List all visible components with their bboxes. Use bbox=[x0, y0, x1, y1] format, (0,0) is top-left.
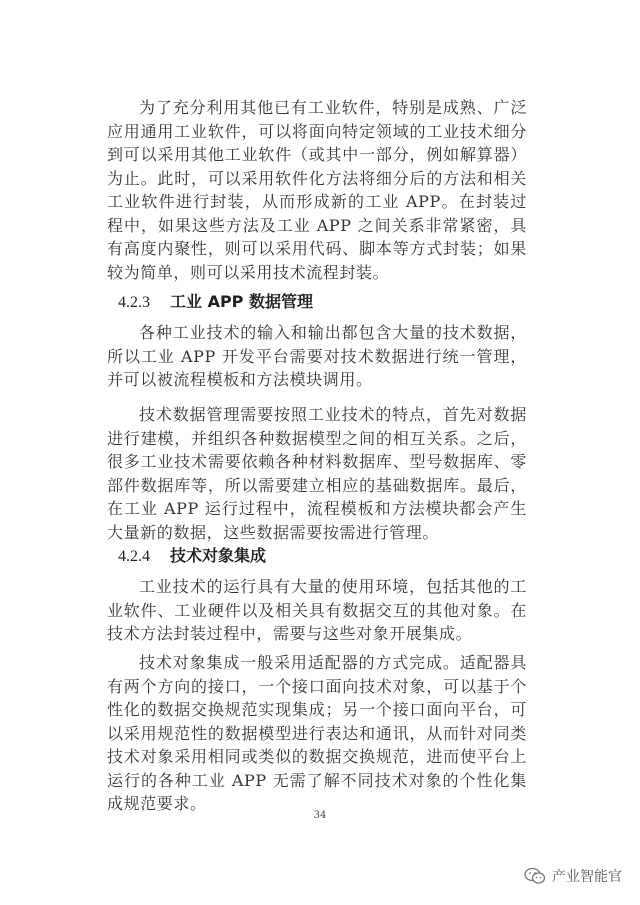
paragraph-data-management-2: 技术数据管理需要按照工业技术的特点，首先对数据进行建模，并组织各种数据模型之间的相互关系。之后，很多工业技术需要依赖各种材料数据库、型号数据库、零部件数据库等，所以需要建立相应的基础数据库。最后，在工业 APP 运行过程中，流程模板和方法模块都会产生大量新的数据，这些数据需要按需进行管理。 bbox=[107, 405, 527, 542]
page-number: 34 bbox=[313, 810, 327, 821]
section-number: 4.2.4 bbox=[118, 548, 150, 565]
section-heading-4-2-3 bbox=[118, 289, 313, 312]
watermark-text: 产业智能官 bbox=[552, 869, 622, 885]
section-title: 技术对象集成 bbox=[170, 546, 267, 565]
paragraph-data-management-1: 各种工业技术的输入和输出都包含大量的技术数据，所以工业 APP 开发平台需要对技术数据进行统一管理，并可以被流程模板和方法模块调用。 bbox=[107, 323, 527, 389]
paragraph-object-integration-1: 工业技术的运行具有大量的使用环境，包括其他的工业软件、工业硬件以及相关具有数据交互的其他对象。在技术方法封装过程中，需要与这些对象开展集成。 bbox=[107, 577, 527, 643]
paragraph-object-integration-2: 技术对象集成一般采用适配器的方式完成。适配器具有两个方向的接口，一个接口面向技术对象，可以基于个性化的数据交换规范实现集成；另一个接口面向平台，可以采用规范性的数据模型进行表达和通讯，从而针对同类技术对象采用相同或类似的数据交换规范，进而使平台上运行的各种工业 APP 无需了解不同技术对象的个性化集成规范要求。 bbox=[107, 653, 527, 813]
section-title: 工业 APP 数据管理 bbox=[170, 292, 313, 311]
watermark bbox=[524, 866, 622, 886]
section-heading-4-2-4 bbox=[118, 543, 266, 566]
wechat-icon bbox=[524, 867, 546, 885]
paragraph-intro: 为了充分利用其他已有工业软件，特别是成熟、广泛应用通用工业软件，可以将面向特定领域的工业技术细分到可以采用其他工业软件（或其中一部分，例如解算器）为止。此时，可以采用软件化方法将细分后的方法和相关工业软件进行封装，从而形成新的工业 APP。在封装过程中，如果这些方法及工业 APP 之间关系非常紧密，具有高度内聚性，则可以采用代码、脚本等方式封装；如果较为简单，则可以采用技术流程封装。 bbox=[107, 98, 527, 282]
section-number: 4.2.3 bbox=[118, 294, 150, 311]
